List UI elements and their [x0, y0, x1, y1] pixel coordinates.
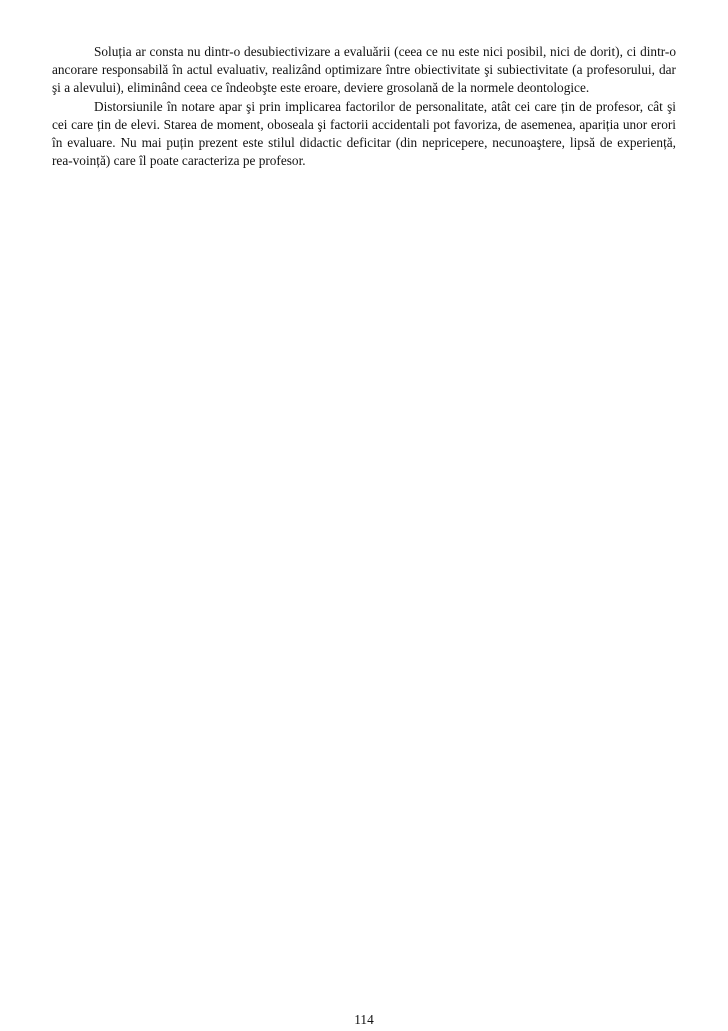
paragraph-distortions: Distorsiunile în notare apar şi prin implicarea factorilor de personalitate, atât cei care țin de profesor, cât şi cei care țin de elevi. Starea de moment, oboseala şi factorii accidentali pot favoriza, de asemenea, apariția unor erori în evaluare. Nu mai puțin prezent este stilul didactic deficitar (din nepricepere, necunoaştere, lipsă de experiență, rea-voință) care îl poate caracteriza pe profesor.: [52, 98, 676, 169]
page-number: 114: [354, 1012, 374, 1027]
body-text: [52, 43, 676, 170]
paragraph-solution: Soluția ar consta nu dintr-o desubiectivizare a evaluării (ceea ce nu este nici posibil, nici de dorit), ci dintr-o ancorare responsabilă în actul evaluativ, realizând optimizare între obiectivitate şi subiectivitate (a profesorului, dar şi a alevului), eliminând ceea ce îndeobşte este eroare, deviere grosolană de la normele deontologice.: [52, 44, 676, 96]
